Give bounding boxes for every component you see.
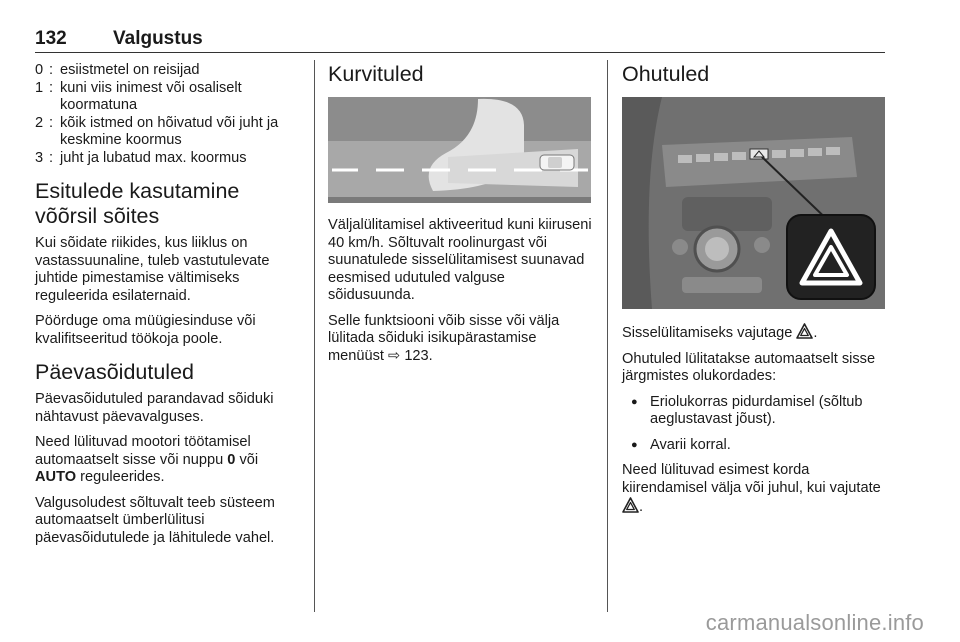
cornering-lights-illustration [328, 97, 591, 203]
middle-column [328, 62, 593, 373]
hazard-switch-illustration [622, 97, 885, 309]
paragraph: Pöörduge oma müügiesinduse või kvalifitseeritud töökoja poole. [35, 313, 256, 347]
button-ref-0: 0 [227, 451, 236, 468]
right-column [622, 62, 890, 525]
column-divider-left [314, 60, 315, 612]
list-item: ● Eriolukorras pidurdamisel (sõltub aeglustavast jõust). [622, 394, 890, 429]
heading-headlights-abroad: Esitulede kasutamine võõrsil sõites [35, 179, 240, 228]
paragraph: Sisselülitamiseks vajutage . [622, 325, 818, 341]
paragraph: Need lülituvad esimest korda kiirendamisel välja või juhul, kui vajutate . [622, 462, 881, 515]
page-number: 132 [35, 28, 67, 49]
page-title: Valgustus [113, 28, 203, 49]
paragraph: Kui sõidate riikides, kus liiklus on vastassuunaline, tuleb vastutulevate juhtide pimestamise vältimiseks reguleerida esilaternaid. [35, 235, 270, 304]
heading-cornering-lights: Kurvituled [328, 62, 424, 86]
load-legend [35, 62, 300, 167]
paragraph: Need lülituvad mootori töötamisel automaatselt sisse või nuppu 0 või AUTO reguleerides. [35, 434, 259, 485]
legend-row: 1 : kuni viis inimest või osaliselt koormatuna [35, 79, 242, 113]
legend-row: 2 : kõik istmed on hõivatud või juht ja keskmine koormus [35, 114, 279, 148]
paragraph: Päevasõidutuled parandavad sõiduki nähtavust päevavalguses. [35, 391, 274, 425]
page-header [35, 22, 885, 53]
heading-hazard-lights: Ohutuled [622, 62, 710, 86]
legend-row: 0 : esiistmetel on reisijad [35, 62, 200, 78]
hazard-triangle-icon [796, 323, 813, 339]
paragraph: Väljalülitamisel aktiveeritud kuni kiiruseni 40 km/h. Sõltuvalt roolinurgast või suunatulede sisselülitamisest suunavad eesmised udutuled valguse sõidusuunda. [328, 217, 592, 303]
arrow-right-icon: ⇨ [388, 347, 401, 364]
list-item: ● Avarii korral. [622, 437, 890, 455]
bullet-list [622, 394, 890, 455]
button-ref-auto: AUTO [35, 469, 77, 485]
left-column [35, 62, 300, 555]
hazard-triangle-icon [622, 497, 639, 513]
heading-daytime-lights: Päevasõidutuled [35, 360, 194, 384]
watermark: carmanualsonline.info [705, 610, 924, 635]
legend-row: 3 : juht ja lubatud max. koormus [35, 149, 247, 166]
paragraph: Selle funktsiooni võib sisse või välja lülitada sõiduki isikupärastamise menüüst ⇨ 123. [328, 312, 560, 364]
column-divider-right [607, 60, 608, 612]
paragraph: Ohutuled lülitatakse automaatselt sisse järgmistes olukordades: [622, 350, 876, 384]
paragraph: Valgusoludest sõltuvalt teeb süsteem automaatselt ümberlülitusi päevasõidutulede ja lähitulede vahel. [35, 494, 275, 546]
